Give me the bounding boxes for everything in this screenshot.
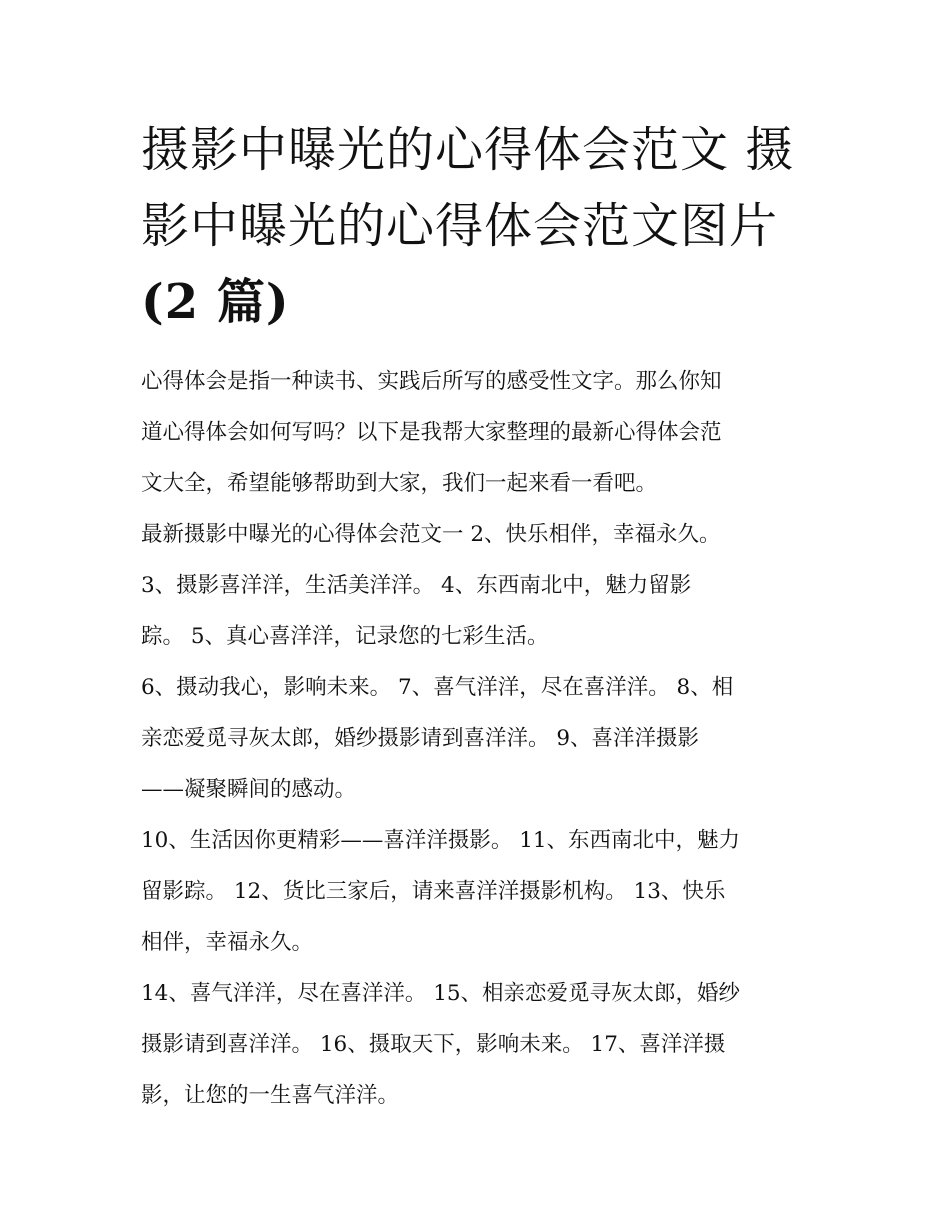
paragraph-section-heading [141,509,813,560]
text-line: 心得体会是指一种读书、实践后所写的感受性文字。那么你知 [141,369,722,394]
text-line: 相伴，幸福永久。 [141,930,314,955]
text-line: 6、摄动我心，影响未来。 7、喜气洋洋，尽在喜洋洋。 8、相 [141,675,734,700]
paragraph-slogans-14-17 [141,968,813,1121]
document-title [141,112,813,340]
text-line: 亲恋爱觅寻灰太郎，婚纱摄影请到喜洋洋。 9、喜洋洋摄影 [141,726,700,751]
text-line: 道心得体会如何写吗？以下是我帮大家整理的最新心得体会范 [141,420,722,445]
text-line: 3、摄影喜洋洋，生活美洋洋。 4、东西南北中，魅力留影 [141,573,692,598]
text-line: 最新摄影中曝光的心得体会范文一 2、快乐相伴，幸福永久。 [141,522,721,547]
paragraph-slogans-6-9 [141,662,813,815]
text-line: 踪。 5、真心喜洋洋，记录您的七彩生活。 [141,624,549,649]
paragraph-intro [141,356,813,509]
paragraph-slogans-10-13 [141,815,813,968]
title-line: 摄影中曝光的心得体会范文 摄 [141,122,795,178]
text-line: 影，让您的一生喜气洋洋。 [141,1083,400,1108]
text-line: 10、生活因你更精彩——喜洋洋摄影。 11、东西南北中，魅力 [141,828,741,853]
paragraph-slogans-3-5 [141,560,813,662]
document-body [141,356,813,1121]
text-line: ——凝聚瞬间的感动。 [141,777,357,802]
title-line: 影中曝光的心得体会范文图片 [141,198,779,254]
text-line: 14、喜气洋洋，尽在喜洋洋。 15、相亲恋爱觅寻灰太郎，婚纱 [141,981,741,1006]
text-line: 文大全，希望能够帮助到大家，我们一起来看一看吧。 [141,471,658,496]
text-line: 留影踪。 12、货比三家后，请来喜洋洋摄影机构。 13、快乐 [141,879,726,904]
title-count: (2 篇) [141,274,290,330]
text-line: 摄影请到喜洋洋。 16、摄取天下，影响未来。 17、喜洋洋摄 [141,1032,726,1057]
document-page [141,112,813,1121]
